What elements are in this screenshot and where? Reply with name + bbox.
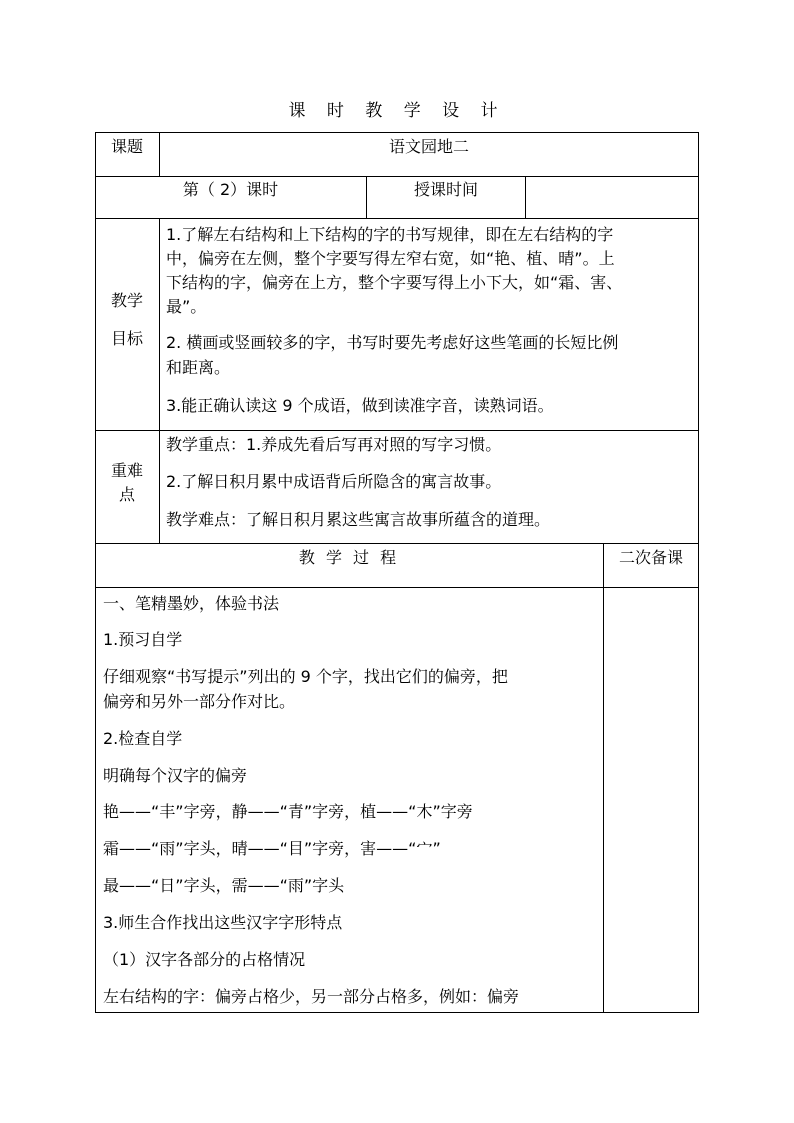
objectives-label: 目标 <box>110 329 143 348</box>
process-line: 左右结构的字：偏旁占格少，另一部分占格多，例如：偏旁 <box>103 987 520 1006</box>
topic-value: 语文园地二 <box>388 137 469 156</box>
key-point-line: 2.了解日积月累中成语背后所隐含的寓言故事。 <box>166 472 502 491</box>
process-line: 1.预习自学 <box>103 630 183 649</box>
objective-line: 最”。 <box>166 297 207 316</box>
row-divider <box>95 430 699 431</box>
objective-line: 3.能正确认读这 9 个成语，做到读准字音，读熟词语。 <box>166 396 554 415</box>
objective-line: 1.了解左右结构和上下结构的字的书写规律，即在左右结构的字 <box>166 225 614 244</box>
objective-line: 2. 横画或竖画较多的字，书写时要先考虑好这些笔画的长短比例 <box>166 333 619 352</box>
key-points-label: 重难 <box>110 461 143 480</box>
table-border-left <box>95 132 96 1013</box>
process-line: 一、笔精墨妙，体验书法 <box>103 594 280 613</box>
process-line: 最——“日”字头，需——“雨”字头 <box>103 876 345 895</box>
row-divider <box>95 543 699 544</box>
col-divider <box>159 218 160 543</box>
key-point-line: 教学难点：了解日积月累这些寓言故事所蕴含的道理。 <box>166 510 551 529</box>
col-divider <box>603 543 604 1013</box>
objective-line: 下结构的字，偏旁在上方，整个字要写得上小下大，如“霜、害、 <box>166 273 623 292</box>
process-line: 2.检查自学 <box>103 729 183 748</box>
process-line: （1）汉字各部分的占格情况 <box>103 950 306 969</box>
notes-header: 二次备课 <box>618 548 683 567</box>
process-line: 偏旁和另外一部分作对比。 <box>103 692 296 711</box>
objective-line: 中，偏旁在左侧，整个字要写得左窄右宽，如“艳、植、晴”。上 <box>166 249 615 268</box>
objectives-label: 教学 <box>110 291 143 310</box>
process-line: 仔细观察“书写提示”列出的 9 个字，找出它们的偏旁，把 <box>103 667 508 686</box>
objective-line: 和距离。 <box>166 358 231 377</box>
table-border-top <box>95 132 699 133</box>
process-line: 3.师生合作找出这些汉字字形特点 <box>103 913 343 932</box>
key-point-line: 教学重点：1.养成先看后写再对照的写字习惯。 <box>166 435 502 454</box>
page-title: 课 时 教 学 设 计 <box>288 101 506 121</box>
table-border-bottom <box>95 1012 699 1013</box>
lesson-number-label: 第（ 2）课时 <box>182 180 279 199</box>
col-divider <box>525 176 526 218</box>
row-divider <box>95 587 699 588</box>
process-header: 教 学 过 程 <box>298 548 400 567</box>
topic-label: 课题 <box>110 137 143 156</box>
process-line: 明确每个汉字的偏旁 <box>103 766 248 785</box>
process-line: 艳——“丰”字旁，静——“青”字旁，植——“木”字旁 <box>103 802 473 821</box>
teaching-time-label: 授课时间 <box>413 180 478 199</box>
key-points-label: 点 <box>118 485 135 504</box>
table-border-right <box>698 132 699 1013</box>
process-line: 霜——“雨”字头，晴——“目”字旁，害——“宀” <box>103 839 441 858</box>
row-divider <box>95 218 699 219</box>
